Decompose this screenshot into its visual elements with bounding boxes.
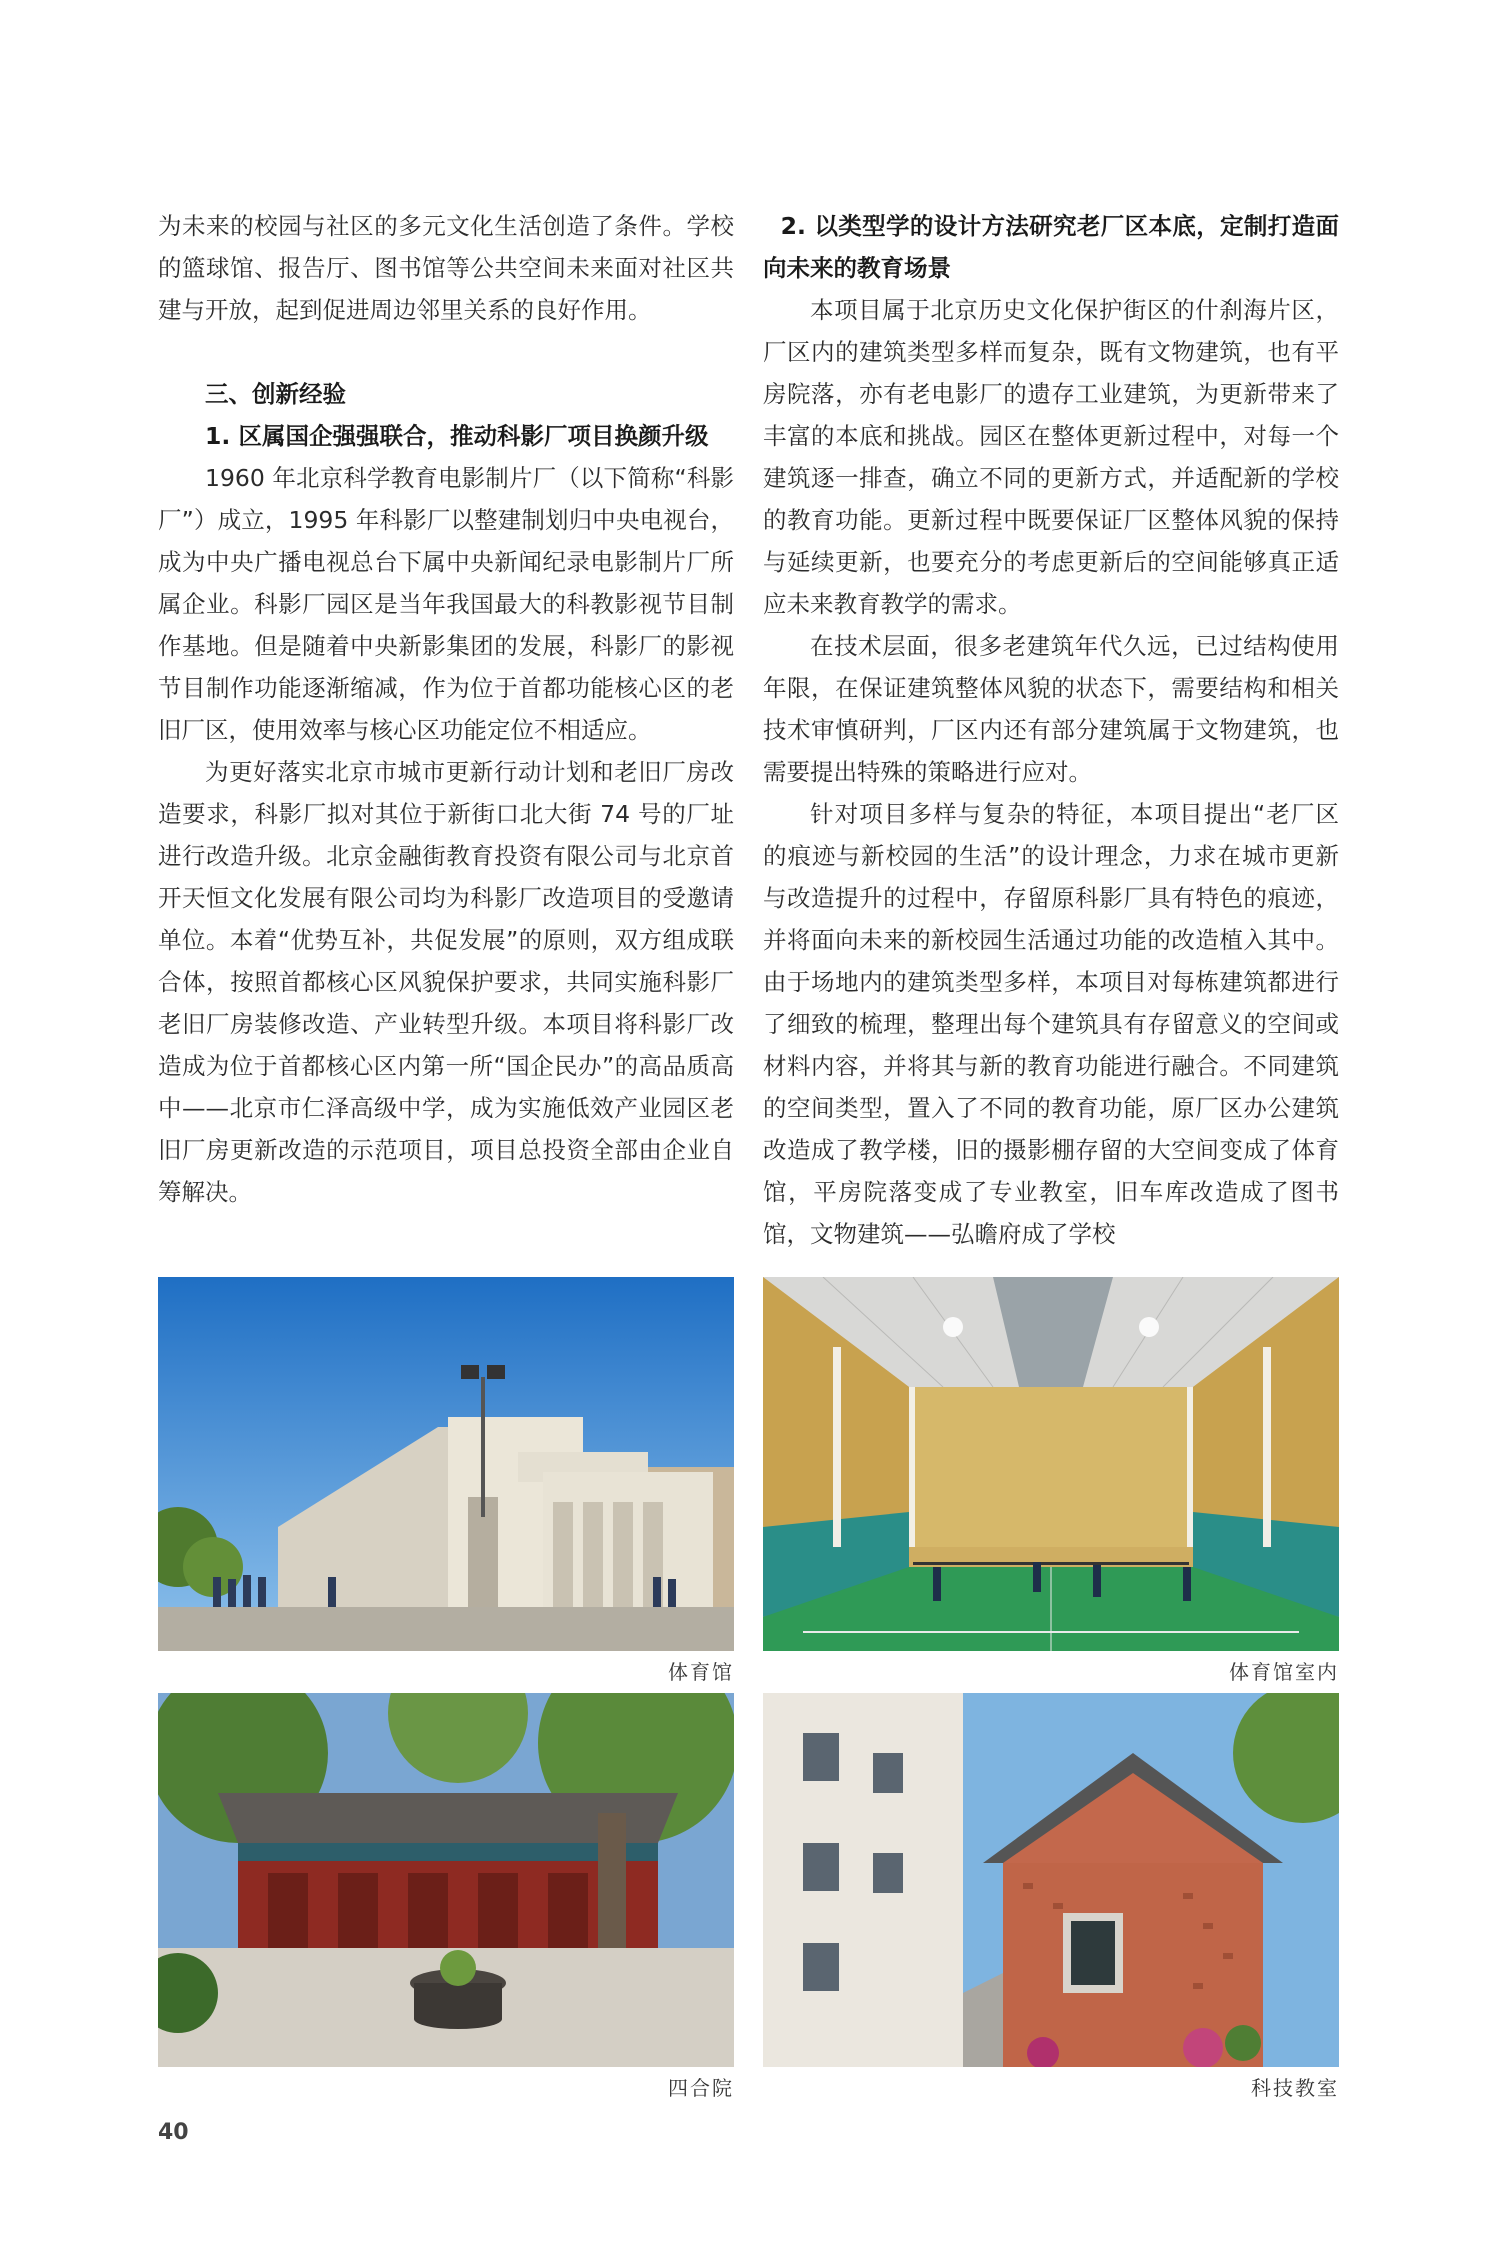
paragraph: 针对项目多样与复杂的特征，本项目提出“老厂区的痕迹与新校园的生活”的设计理念，力求在城市更新与改造提升的过程中，存留原科影厂具有特色的痕迹，并将面向未来的新校园生活通过功能的改造植入其中。由于场地内的建筑类型多样，本项目对每栋建筑都进行了细致的梳理，整理出每个建筑具有存留意义的空间或材料内容，并将其与新的教育功能进行融合。不同建筑的空间类型，置入了不同的教育功能，原厂区办公建筑改造成了教学楼，旧的摄影棚存留的大空间变成了体育馆，平房院落变成了专业教室，旧车库改造成了图书馆，文物建筑——弘曕府成了学校 <box>763 800 1339 1248</box>
gymnasium-interior-photo <box>763 1277 1339 1651</box>
paragraph: 1960 年北京科学教育电影制片厂（以下简称“科影厂”）成立，1995 年科影厂以整建制划归中央电视台，成为中央广播电视总台下属中央新闻纪录电影制片厂所属企业。科影厂园区是当年我国最大的科教影视节目制作基地。但是随着中央新影集团的发展，科影厂的影视节目制作功能逐渐缩减，作为位于首都功能核心区的老旧厂区，使用效率与核心区功能定位不相适应。 <box>158 464 734 744</box>
paragraph: 在技术层面，很多老建筑年代久远，已过结构使用年限，在保证建筑整体风貌的状态下，需要结构和相关技术审慎研判，厂区内还有部分建筑属于文物建筑，也需要提出特殊的策略进行应对。 <box>763 632 1339 786</box>
photo-caption: 体育馆室内 <box>1229 1660 1339 1684</box>
paragraph: 为更好落实北京市城市更新行动计划和老旧厂房改造要求，科影厂拟对其位于新街口北大街 74 号的厂址进行改造升级。北京金融街教育投资有限公司与北京首开天恒文化发展有限公司均为科影厂改造项目的受邀请单位。本着“优势互补，共促发展”的原则，双方组成联合体，按照首都核心区风貌保护要求，共同实施科影厂老旧厂房装修改造、产业转型升级。本项目将科影厂改造成为位于首都核心区内第一所“国企民办”的高品质高中——北京市仁泽高级中学，成为实施低效产业园区老旧厂房更新改造的示范项目，项目总投资全部由企业自筹解决。 <box>158 758 734 1206</box>
photo-caption: 四合院 <box>668 2076 734 2100</box>
subsection-heading: 1. 区属国企强强联合，推动科影厂项目换颜升级 <box>205 422 709 450</box>
photo-caption: 体育馆 <box>668 1660 734 1684</box>
paragraph-gap <box>158 331 734 373</box>
paragraph: 为未来的校园与社区的多元文化生活创造了条件。学校的篮球馆、报告厅、图书馆等公共空间未来面对社区共建与开放，起到促进周边邻里关系的良好作用。 <box>158 212 734 324</box>
page-number: 40 <box>158 2120 189 2145</box>
section-heading: 三、创新经验 <box>205 380 346 408</box>
gymnasium-exterior-photo <box>158 1277 734 1651</box>
science-classroom-photo <box>763 1693 1339 2067</box>
courtyard-photo <box>158 1693 734 2067</box>
right-text-column <box>763 205 1339 1255</box>
paragraph: 本项目属于北京历史文化保护街区的什刹海片区，厂区内的建筑类型多样而复杂，既有文物建筑，也有平房院落，亦有老电影厂的遗存工业建筑，为更新带来了丰富的本底和挑战。园区在整体更新过程中，对每一个建筑逐一排查，确立不同的更新方式，并适配新的学校的教育功能。更新过程中既要保证厂区整体风貌的保持与延续更新，也要充分的考虑更新后的空间能够真正适应未来教育教学的需求。 <box>763 296 1339 618</box>
photo-caption: 科技教室 <box>1251 2076 1339 2100</box>
left-text-column <box>158 205 734 1213</box>
subsection-heading: 2. 以类型学的设计方法研究老厂区本底，定制打造面向未来的教育场景 <box>763 212 1339 282</box>
